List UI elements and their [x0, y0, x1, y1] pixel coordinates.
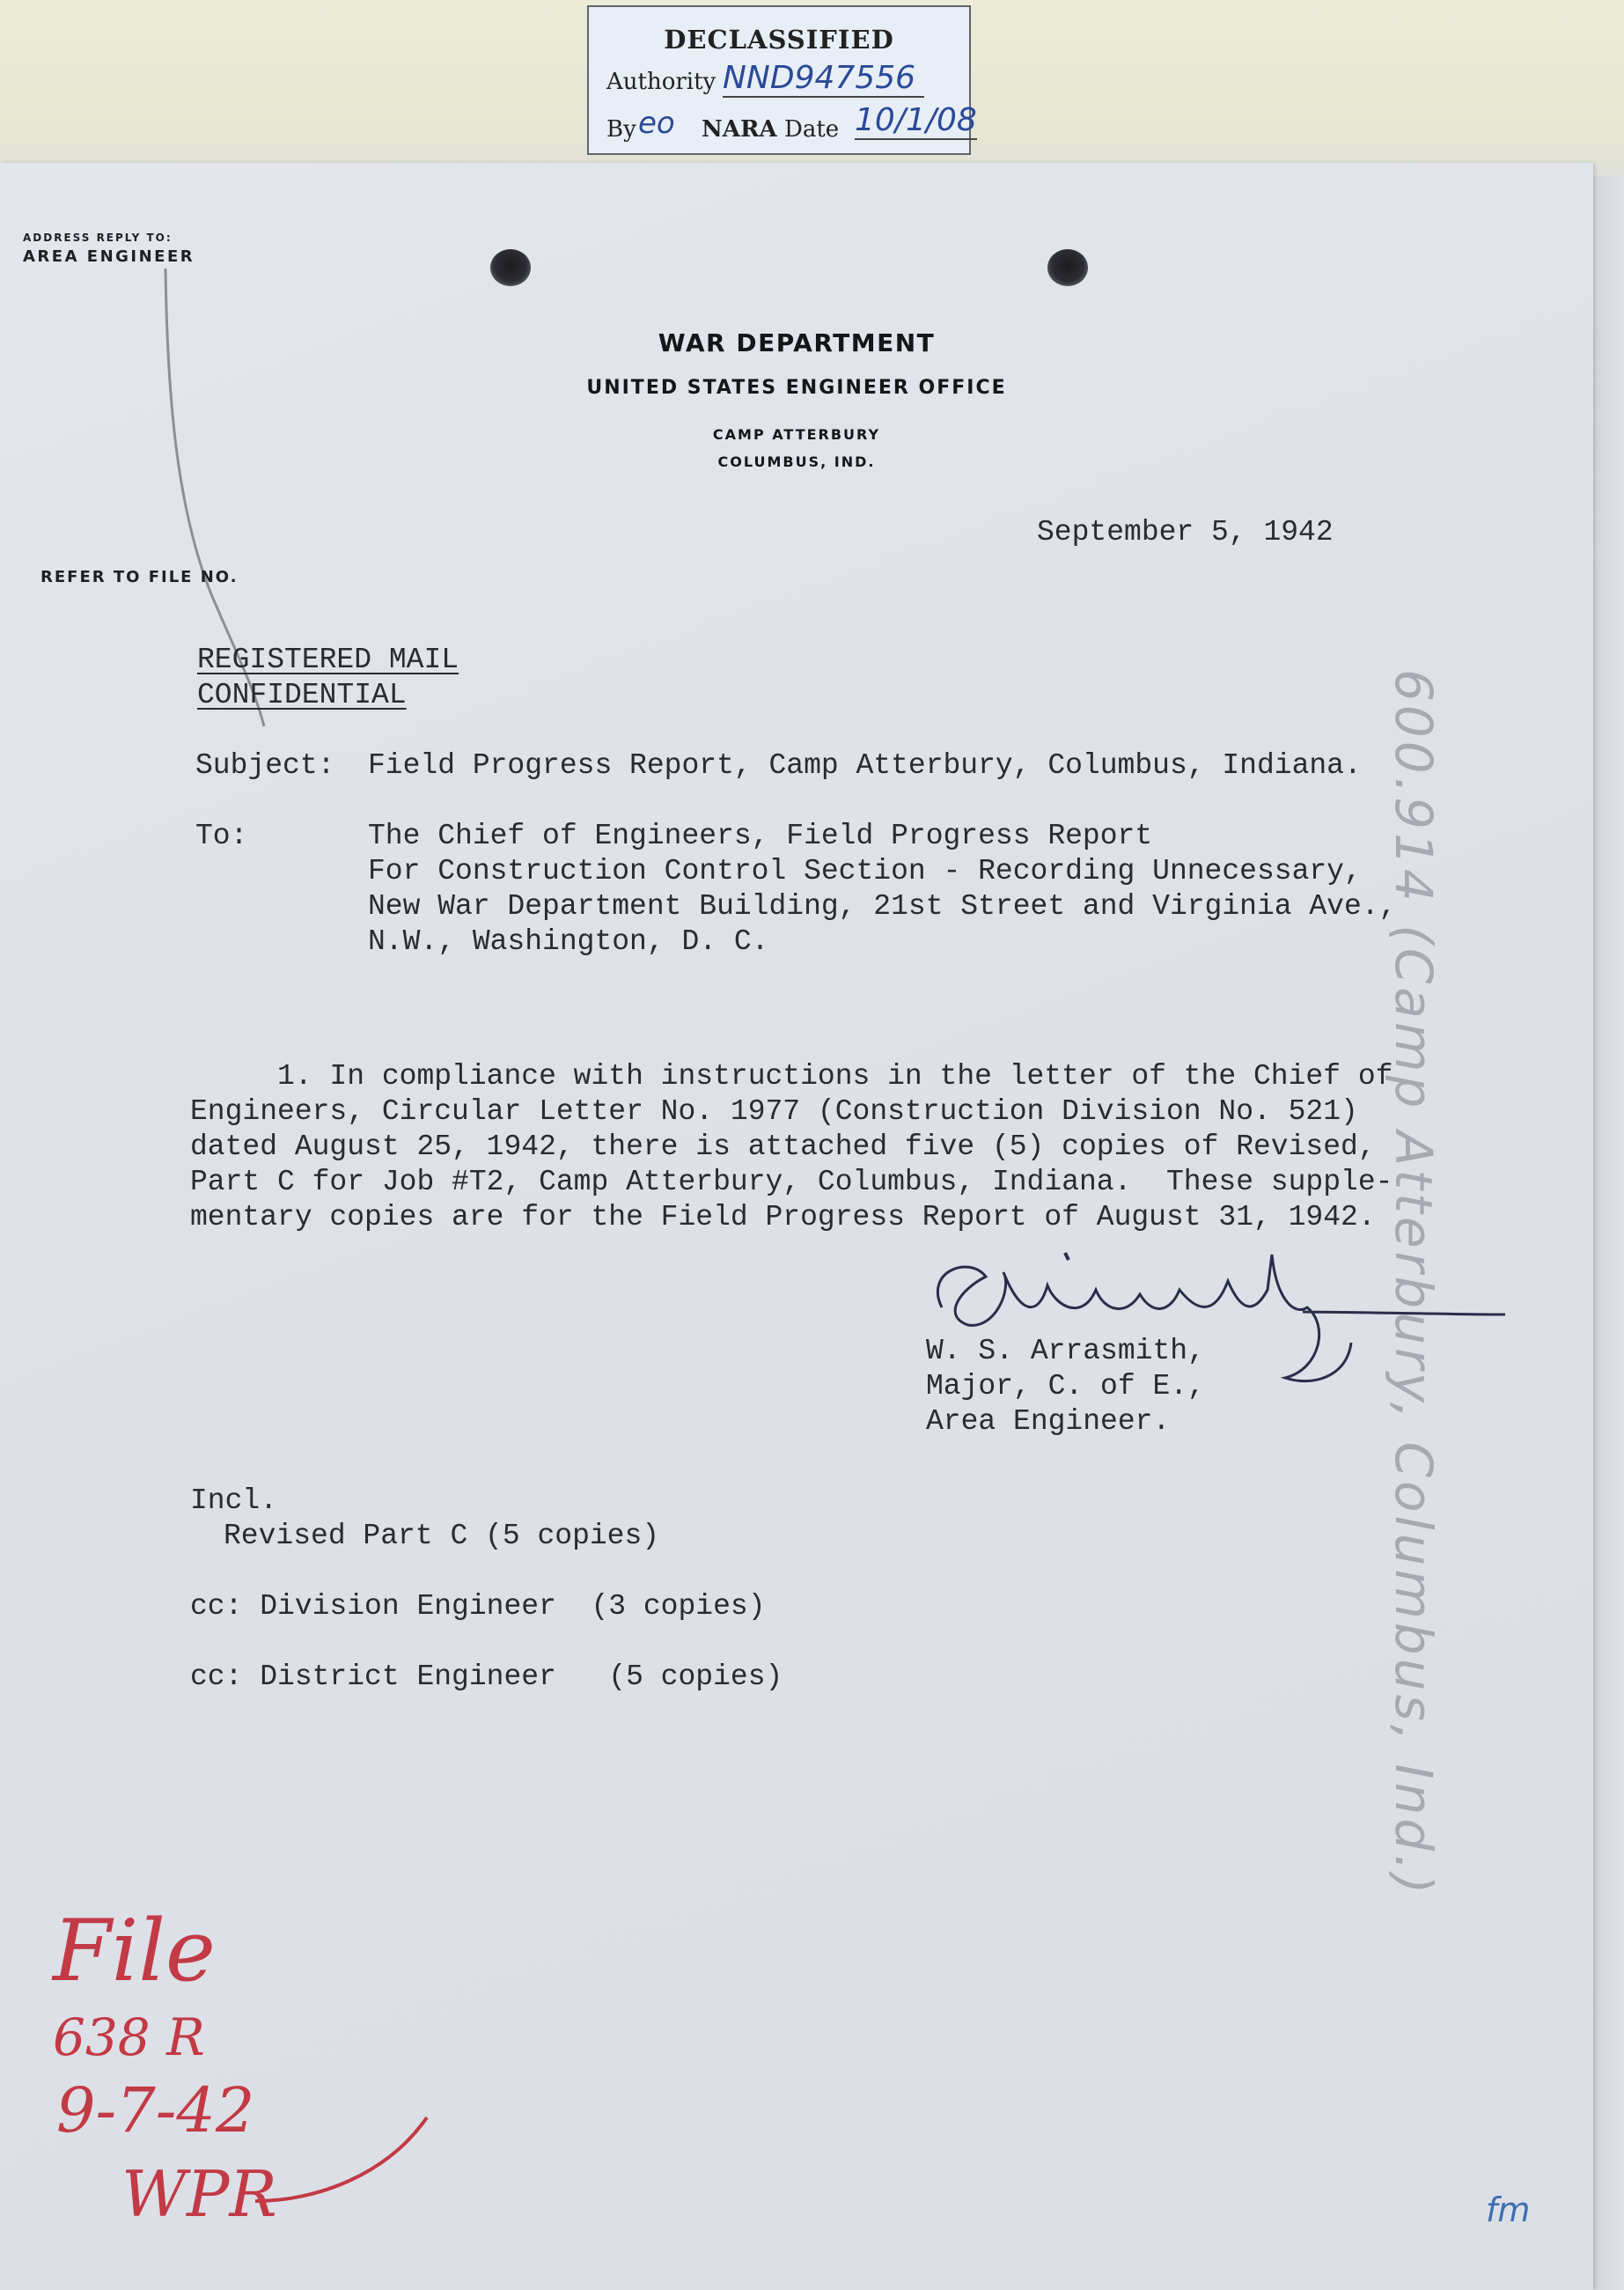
- signature-name: W. S. Arrasmith,: [926, 1335, 1205, 1367]
- letter-date: September 5, 1942: [1037, 516, 1334, 549]
- refer-to-file-label: REFER TO FILE NO.: [40, 568, 239, 586]
- letterhead-department: WAR DEPARTMENT: [658, 328, 936, 357]
- stamp-title: DECLASSIFIED: [664, 25, 894, 55]
- letter-page: [0, 163, 1593, 2290]
- stamp-by-value: eo: [638, 106, 675, 141]
- blue-initials: fm: [1486, 2191, 1531, 2229]
- body-line-3: dated August 25, 1942, there is attached five (5) copies of Revised,: [190, 1130, 1376, 1163]
- subject-label: Subject:: [195, 749, 335, 782]
- signature-rank: Major, C. of E.,: [926, 1370, 1205, 1403]
- signature-title: Area Engineer.: [926, 1405, 1171, 1438]
- to-line-1: The Chief of Engineers, Field Progress Report: [368, 820, 1153, 852]
- enclosure-item: Revised Part C (5 copies): [224, 1520, 660, 1552]
- letterhead-camp: CAMP ATTERBURY: [712, 426, 881, 443]
- body-line-1: 1. In compliance with instructions in the letter of the Chief of: [190, 1060, 1393, 1093]
- red-file-date: 9-7-42: [56, 2074, 255, 2146]
- to-line-4: N.W., Washington, D. C.: [368, 925, 769, 958]
- stamp-date-value: 10/1/08: [855, 102, 977, 138]
- stamp-by-label: By: [606, 116, 636, 143]
- pencil-file-note: 600.914 (Camp Atterbury, Columbus, Ind.): [1384, 669, 1444, 1898]
- address-reply-label: ADDRESS REPLY TO:: [23, 232, 173, 244]
- red-file-initials: WPR: [121, 2157, 277, 2231]
- body-line-4: Part C for Job #T2, Camp Atterbury, Columbus, Indiana. These supple-: [190, 1166, 1393, 1198]
- red-file-word: File: [53, 1902, 216, 2000]
- confidential-marking: CONFIDENTIAL: [197, 679, 407, 711]
- declassified-stamp: [587, 5, 977, 155]
- to-line-2: For Construction Control Section - Recording Unnecessary,: [368, 855, 1362, 887]
- letterhead-office: UNITED STATES ENGINEER OFFICE: [586, 377, 1007, 399]
- stamp-authority-label: Authority: [606, 69, 716, 95]
- red-underline-flourish: [246, 2104, 440, 2227]
- enclosure-label: Incl.: [190, 1484, 278, 1517]
- letterhead-city: COLUMBUS, IND.: [717, 453, 876, 470]
- body-line-2: Engineers, Circular Letter No. 1977 (Construction Division No. 521): [190, 1095, 1358, 1128]
- area-engineer-label: AREA ENGINEER: [23, 247, 195, 266]
- punch-hole-right: [1047, 249, 1088, 286]
- subject-text: Field Progress Report, Camp Atterbury, Columbus, Indiana.: [368, 749, 1362, 782]
- stamp-date-label: Date: [783, 116, 840, 143]
- stamp-nara-label: [702, 116, 839, 143]
- to-label: To:: [195, 820, 248, 852]
- cc-district-engineer: cc: District Engineer (5 copies): [190, 1660, 783, 1693]
- red-file-number: 638 R: [53, 2007, 205, 2067]
- stamp-nara: NARA: [702, 116, 777, 143]
- cc-division-engineer: cc: Division Engineer (3 copies): [190, 1590, 766, 1623]
- punch-hole-left: [490, 249, 531, 286]
- body-line-5: mentary copies are for the Field Progress Report of August 31, 1942.: [190, 1201, 1376, 1233]
- stamp-authority-value: NND947556: [723, 60, 924, 98]
- to-line-3: New War Department Building, 21st Street and Virginia Ave.,: [368, 890, 1397, 923]
- registered-mail-marking: REGISTERED MAIL: [197, 644, 459, 676]
